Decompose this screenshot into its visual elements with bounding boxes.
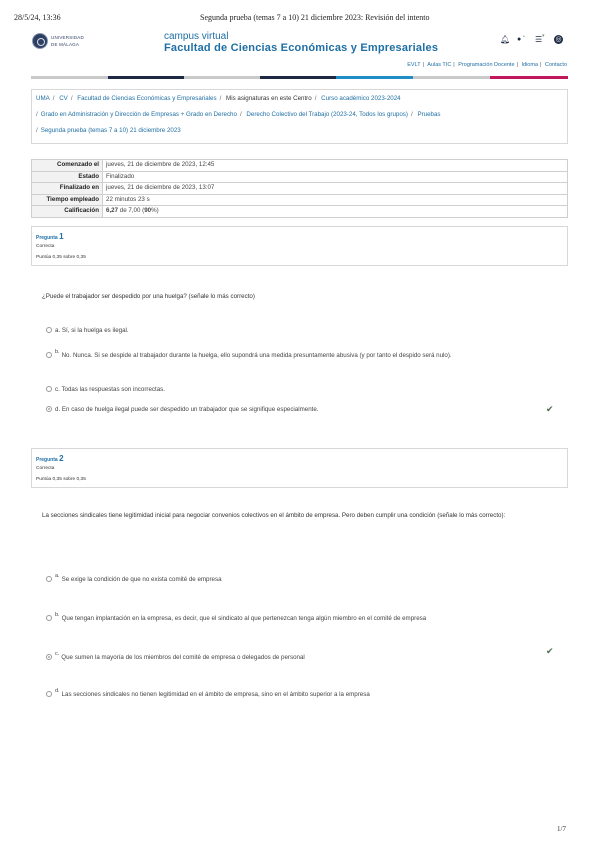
question-state: Correcta — [36, 466, 55, 471]
answer-option[interactable]: d. Las secciones sindicales no tienen legitimidad en el ámbito de empresa, sino en el ámbito superior a la empresa — [46, 688, 370, 698]
bell-icon[interactable]: 🔔︎ — [500, 35, 511, 44]
link-aulas-tic[interactable]: Aulas TIC — [427, 62, 452, 68]
attempt-summary-table — [31, 159, 568, 218]
question-score: Puntúa 0,35 sobre 0,35 — [36, 255, 86, 260]
chat-count-dot: • — [523, 34, 525, 40]
summary-row — [32, 160, 568, 172]
breadcrumb-my-subjects: Mis asignaturas en este Centro — [226, 95, 312, 102]
header-bar-navy — [260, 76, 336, 79]
radio-button[interactable] — [46, 576, 52, 582]
question-score: Puntúa 0,35 sobre 0,35 — [36, 477, 86, 482]
breadcrumb-course-year[interactable]: Curso académico 2023-2024 — [321, 95, 401, 102]
grade-end: %) — [151, 207, 159, 214]
link-separator: | — [453, 62, 455, 68]
question-text: ¿Puede el trabajador ser despedido por una huelga? (señale lo más correcto) — [42, 293, 255, 300]
breadcrumb-faculty[interactable]: Facultad de Ciencias Económicas y Empresariales — [77, 95, 217, 102]
summary-value: jueves, 21 de diciembre de 2023, 13:07 — [103, 183, 568, 195]
logo-line1: UNIVERSIDAD — [51, 35, 84, 40]
question-info — [31, 448, 568, 488]
header-bar-blue — [336, 76, 413, 79]
breadcrumb-degree[interactable]: Grado en Administración y Dirección de Empresas + Grado en Derecho — [40, 111, 237, 118]
header-bar-gray — [31, 76, 108, 79]
grade-mid: de 7,00 ( — [118, 207, 145, 214]
answer-option[interactable]: c. Todas las respuestas son incorrectas. — [46, 386, 165, 393]
header-links — [407, 62, 567, 68]
correct-check-icon: ✔ — [546, 404, 554, 414]
campus-title: campus virtual — [164, 31, 229, 42]
grade-percent: 90 — [144, 207, 152, 214]
print-datetime: 28/5/24, 13:36 — [14, 13, 61, 22]
link-programacion-docente[interactable]: Programación Docente — [458, 62, 515, 68]
summary-row — [32, 171, 568, 183]
answer-option-selected[interactable]: d. En caso de huelga ilegal puede ser despedido un trabajador que se signifique especialmente. — [46, 406, 319, 413]
university-logo[interactable] — [32, 31, 90, 53]
answer-option[interactable]: a. Sí, si la huelga es ilegal. — [46, 327, 129, 334]
link-evlt[interactable]: EVLT — [407, 62, 421, 68]
radio-button[interactable] — [46, 691, 52, 697]
user-menu-caret-icon: ▾ — [542, 33, 545, 39]
question-number: Pregunta 1 — [36, 232, 64, 241]
breadcrumb-cv[interactable]: CV — [59, 95, 68, 102]
print-doc-title: Segunda prueba (temas 7 a 10) 21 diciembre 2023: Revisión del intento — [200, 13, 430, 22]
summary-key: Calificación — [32, 206, 103, 218]
breadcrumb-line2: / Grado en Administración y Dirección de Empresas + Grado en Derecho / Derecho Colectivo del Trabajo (2023-24, Todos los grupos) / Pruebas — [36, 111, 441, 118]
question-number: Pregunta 2 — [36, 454, 64, 463]
summary-key: Tiempo empleado — [32, 194, 103, 206]
seal-icon — [32, 33, 48, 49]
question-state: Correcta — [36, 244, 55, 249]
breadcrumb-line1: UMA / CV / Facultad de Ciencias Económicas y Empresariales / Mis asignaturas en este Centro / Curso académico 2023-2024 — [36, 95, 401, 102]
answer-option-selected[interactable]: c. Que sumen la mayoría de los miembros del comité de empresa o delegados de personal — [46, 651, 305, 661]
radio-button-selected[interactable] — [46, 406, 52, 412]
summary-row — [32, 206, 568, 218]
link-idioma[interactable]: Idioma — [521, 62, 539, 68]
answer-option[interactable]: b. Que tengan implantación en la empresa, es decir, que el sindicato al que pertenezcan tenga algún miembro en el comité de empresa — [46, 612, 426, 622]
radio-button[interactable] — [46, 352, 52, 358]
grade-value: 6,27 — [106, 207, 119, 214]
question-text: La secciones sindicales tiene legitimidad inicial para negociar convenios colectivos en el ámbito de empresa. Pero deben cumplir una condición (señale lo más correcto): — [42, 512, 506, 519]
correct-check-icon: ✔ — [546, 646, 554, 656]
summary-row — [32, 183, 568, 195]
radio-button[interactable] — [46, 327, 52, 333]
link-separator: | — [540, 62, 542, 68]
breadcrumb-tests[interactable]: Pruebas — [417, 111, 441, 118]
summary-value: Finalizado — [103, 171, 568, 183]
link-contacto[interactable]: Contacto — [544, 62, 567, 68]
page-number: 1/7 — [557, 825, 566, 833]
logo-line2: DE MÁLAGA — [51, 42, 80, 47]
breadcrumb-line3: / Segunda prueba (temas 7 a 10) 21 diciembre 2023 — [36, 127, 181, 134]
link-separator: | — [422, 62, 425, 68]
radio-button[interactable] — [46, 386, 52, 392]
question-info — [31, 226, 568, 266]
globe-icon[interactable]: ◎ — [555, 36, 562, 43]
breadcrumb-subject[interactable]: Derecho Colectivo del Trabajo (2023-24, Todos los grupos) — [246, 111, 408, 118]
link-separator: | — [516, 62, 518, 68]
user-menu-icon[interactable]: ☰ — [535, 35, 543, 44]
summary-key: Finalizado en — [32, 183, 103, 195]
answer-option[interactable]: b. No. Nunca. Si se despide al trabajador durante la huelga, ello supondrá una medida presuntamente abusiva (y por tanto el despido será nulo). — [46, 349, 452, 359]
summary-row — [32, 194, 568, 206]
header-bar-gray — [184, 76, 260, 79]
radio-button[interactable] — [46, 615, 52, 621]
answer-option[interactable]: a. Se exige la condición de que no exista comité de empresa — [46, 573, 222, 583]
breadcrumb-quiz[interactable]: Segunda prueba (temas 7 a 10) 21 diciembre 2023 — [40, 127, 181, 134]
header-bar-gray — [413, 76, 490, 79]
header-bar-navy — [108, 76, 184, 79]
summary-value: 22 minutos 23 s — [103, 194, 568, 206]
chat-icon[interactable]: ● — [517, 36, 522, 43]
summary-grade — [103, 206, 568, 218]
summary-key: Estado — [32, 171, 103, 183]
breadcrumb-uma[interactable]: UMA — [36, 95, 50, 102]
summary-value: jueves, 21 de diciembre de 2023, 12:45 — [103, 160, 568, 172]
header-bar-magenta — [490, 76, 568, 79]
faculty-title[interactable]: Facultad de Ciencias Económicas y Empresariales — [164, 42, 439, 54]
radio-button-selected[interactable] — [46, 654, 52, 660]
summary-key: Comenzado el — [32, 160, 103, 172]
